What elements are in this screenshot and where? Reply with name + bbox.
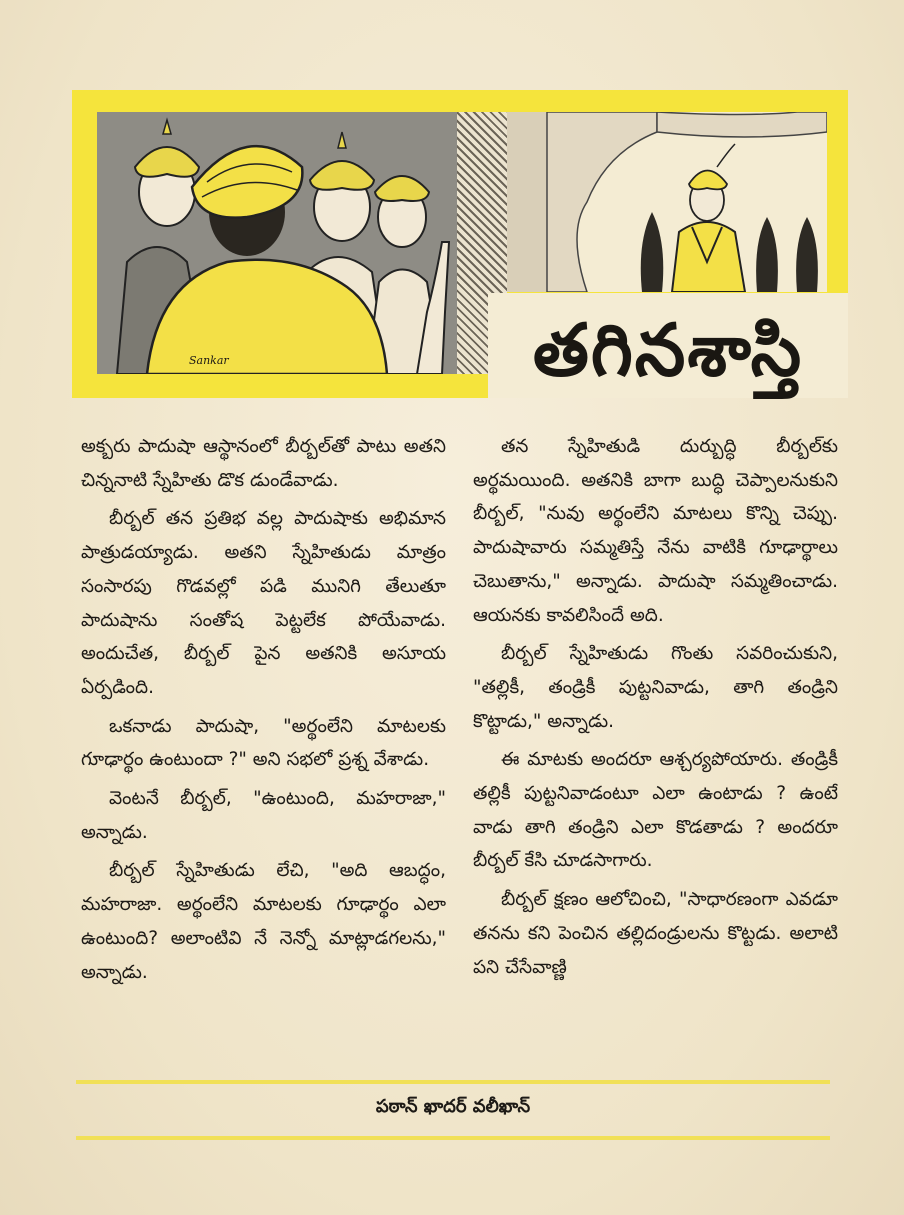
courtiers-illustration <box>97 112 457 374</box>
text-column-left <box>81 430 446 994</box>
text-column-right <box>473 430 838 989</box>
paragraph: ఒకనాడు పాదుషా, "అర్థంలేని మాటలకు గూఢార్థం ఉంటుందా ?" అని సభలో ప్రశ్న వేశాడు. <box>81 715 446 771</box>
artist-signature: Sankar <box>189 354 229 367</box>
story-title: తగినశాస్తి <box>532 308 804 392</box>
paragraph: తన స్నేహితుడి దుర్బుద్ధి బీర్బల్‌కు అర్థమయింది. అతనికి బాగా బుద్ధి చెప్పాలనుకుని బీర్బల్, "నువు అర్థంలేని మాటలు కొన్ని చెప్పు. పాదుషావారు సమ్మతిస్తే నేను వాటికి గూఢార్థాలు చెబుతాను," అన్నాడు. పాదుషా సమ్మతించాడు. ఆయనకు కావలిసిందే అది. <box>473 436 838 626</box>
divider-bottom <box>76 1136 830 1140</box>
emperor-illustration <box>507 112 827 292</box>
paragraph: బీర్బల్ క్షణం ఆలోచించి, "సాధారణంగా ఎవడూ తనను కని పెంచిన తల్లిదండ్రులను కొట్టడు. అలాటి పని చేసేవాణ్ణి <box>473 889 838 978</box>
paragraph: అక్బరు పాదుషా ఆస్థానంలో బీర్బల్‌తో పాటు అతని చిన్ననాటి స్నేహితు డొక డుండేవాడు. <box>81 436 446 491</box>
author-name: పఠాన్ ఖాదర్ వలీఖాన్ <box>375 1096 531 1117</box>
paragraph: వెంటనే బీర్బల్, "ఉంటుంది, మహరాజా," అన్నాడు. <box>81 788 446 843</box>
paragraph: బీర్బల్ తన ప్రతిభ వల్ల పాదుషాకు అభిమాన పాత్రుడయ్యాడు. అతని స్నేహితుడు మాత్రం సంసారపు గొడవల్లో పడి మునిగి తేలుతూ పాదుషాను సంతోష పెట్టలేక పోయేవాడు. అందుచేత, బీర్బల్ పైన అతనికి అసూయ ఏర్పడింది. <box>81 508 446 698</box>
paragraph: బీర్బల్ స్నేహితుడు లేచి, "అది ఆబద్ధం, మహరాజా. అర్థంలేని మాటలకు గూఢార్థం ఎలా ఉంటుంది? అలాంటివి నే నెన్నో మాట్లాడగలను," అన్నాడు. <box>81 860 446 983</box>
divider-top <box>76 1080 830 1084</box>
paragraph: బీర్బల్ స్నేహితుడు గొంతు సవరించుకుని, "తల్లికీ, తండ్రికీ పుట్టనివాడు, తాగి తండ్రిని కొట్టాడు," అన్నాడు. <box>473 643 838 732</box>
paragraph: ఈ మాటకు అందరూ ఆశ్చర్యపోయారు. తండ్రికీ తల్లికీ పుట్టనివాడంటూ ఎలా ఉంటాడు ? ఉంటే వాడు తాగి తండ్రిని ఎలా కొడతాడు ? అందరూ బీర్బల్ కేసి చూడసాగారు. <box>473 749 838 872</box>
